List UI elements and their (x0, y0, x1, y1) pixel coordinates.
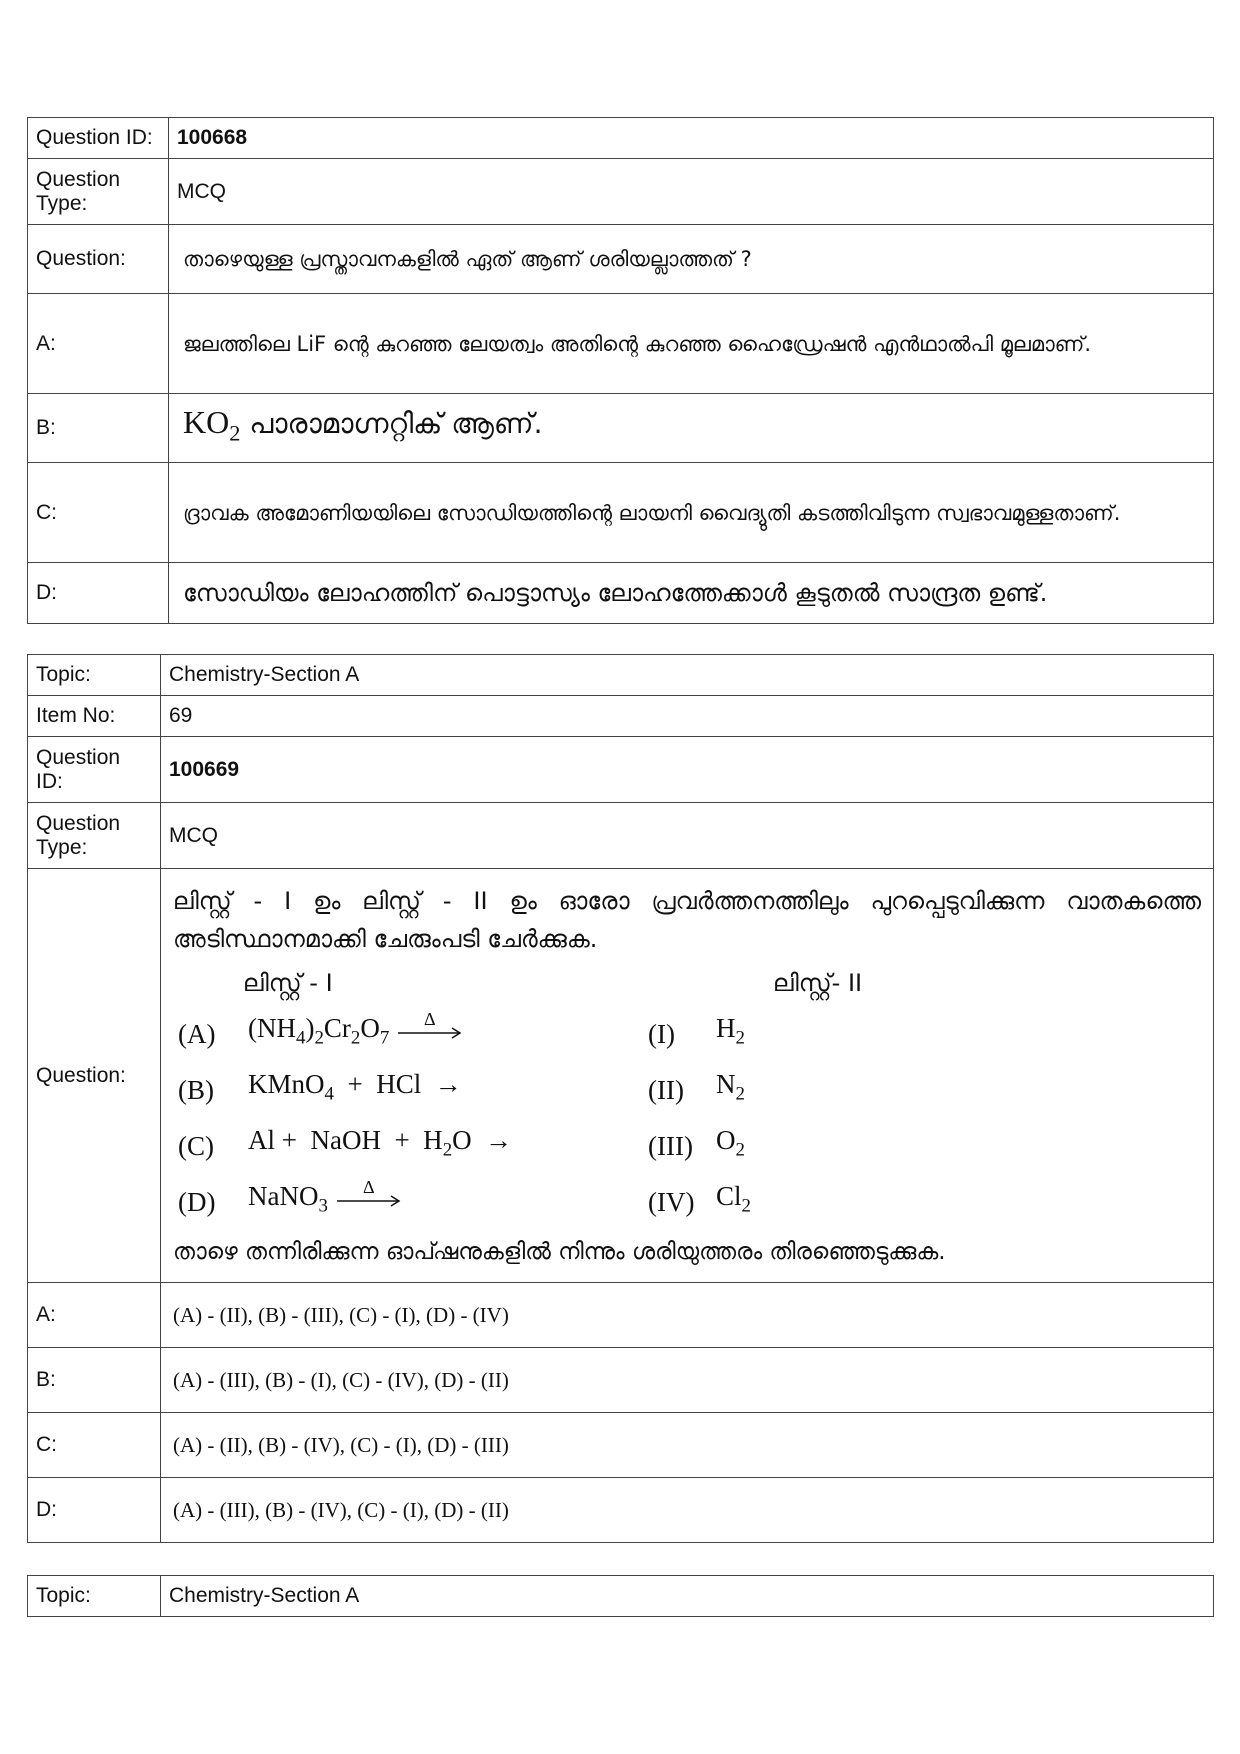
option-label-a: A: (28, 294, 169, 394)
topic-value: Chemistry-Section A (161, 1576, 1214, 1617)
question-type-label: Question Type: (28, 803, 161, 869)
option-label-c: C: (28, 463, 169, 563)
question-type-value: MCQ (169, 159, 1214, 225)
option-label-b: B: (28, 1348, 161, 1413)
delta-symbol: Δ (424, 1011, 436, 1030)
option-text-a: ജലത്തിലെ LiF ന്റെ കുറഞ്ഞ ലേയത്വം അതിന്റെ കുറഞ്ഞ ഹൈഡ്രേഷൻ എൻഥാൽപി മൂലമാണ്. (169, 294, 1214, 394)
row-label-c: (C) (178, 1130, 214, 1161)
row-label-b: (B) (178, 1074, 214, 1105)
product-i: $H_2$ (716, 1013, 745, 1049)
list-headers (173, 964, 1201, 1002)
topic-label: Topic: (28, 655, 161, 696)
option-text-b: $KO_2$ പാരാമാഗ്നറ്റിക് ആണ്. (169, 394, 1214, 463)
row-label-i: (I) (648, 1018, 675, 1049)
option-label-b: B: (28, 394, 169, 463)
formula-ko2: $KO_2$ (183, 404, 241, 446)
product-ii: $N_2$ (716, 1069, 745, 1105)
list1-header: ലിസ്റ്റ് - I (243, 968, 333, 997)
question-footer: താഴെ തന്നിരിക്കുന്ന ഓപ്ഷനുകളിൽ നിന്നും ശരിയുത്തരം തിരഞ്ഞെടുക്കുക. (173, 1238, 946, 1265)
row-label-d: (D) (178, 1186, 216, 1217)
question-text: താഴെയുള്ള പ്രസ്താവനകളിൽ ഏത് ആണ് ശരിയല്ലാത്തത് ? (169, 225, 1214, 294)
match-row-d (173, 1174, 1201, 1230)
option-text-b: (A) - (III), (B) - (I), (C) - (IV), (D) - (II) (161, 1348, 1214, 1413)
heat-arrow (335, 1179, 403, 1209)
match-row-c (173, 1118, 1201, 1174)
option-text-c: (A) - (II), (B) - (IV), (C) - (I), (D) - (III) (161, 1413, 1214, 1478)
match-row-b (173, 1062, 1201, 1118)
row-label-a: (A) (178, 1018, 216, 1049)
list2-header: ലിസ്റ്റ്- II (773, 968, 863, 997)
question-type-value: MCQ (161, 803, 1214, 869)
option-text-d: (A) - (III), (B) - (IV), (C) - (I), (D) - (II) (161, 1478, 1214, 1543)
product-iv: $Cl_2$ (716, 1181, 751, 1217)
question-id-value: 100669 (161, 737, 1214, 803)
row-label-iii: (III) (648, 1130, 693, 1161)
question-body (161, 869, 1214, 1283)
product-iii: $O_2$ (716, 1125, 745, 1161)
question-type-label: Question Type: (28, 159, 169, 225)
match-row-a (173, 1006, 1201, 1062)
option-label-d: D: (28, 1478, 161, 1543)
topic-label: Topic: (28, 1576, 161, 1617)
delta-symbol: Δ (362, 1179, 375, 1198)
topic-value: Chemistry-Section A (161, 655, 1214, 696)
question-id-value: 100668 (169, 118, 1214, 159)
option-label-c: C: (28, 1413, 161, 1478)
option-text-c: ദ്രാവക അമോണിയയിലെ സോഡിയത്തിന്റെ ലായനി വൈദ്യുതി കടത്തിവിടുന്ന സ്വഭാവമുള്ളതാണ്. (169, 463, 1214, 563)
option-label-a: A: (28, 1283, 161, 1348)
question-id-label: Question ID: (28, 737, 161, 803)
item-no-value: 69 (161, 696, 1214, 737)
question-id-label: Question ID: (28, 118, 169, 159)
reaction-d: NaNO$_3$ Δ (248, 1184, 648, 1218)
item-no-label: Item No: (28, 696, 161, 737)
row-label-ii: (II) (648, 1074, 684, 1105)
reaction-c: Al + NaOH + $H_2O$ → (248, 1125, 513, 1161)
option-label-d: D: (28, 563, 169, 624)
question-table-next (27, 1575, 1214, 1617)
question-intro: ലിസ്റ്റ് - I ഉം ലിസ്റ്റ് - II ഉം ഓരോ പ്രവർത്തനത്തിലും പുറപ്പെടുവിക്കുന്ന വാതകത്തെ അടിസ്ഥാനമാക്കി ചേരുംപടി ചേർക്കുക. (173, 886, 1201, 953)
question-label: Question: (28, 869, 161, 1283)
question-table-100668 (27, 117, 1214, 624)
question-table-100669 (27, 654, 1214, 1543)
question-label: Question: (28, 225, 169, 294)
reaction-a: $(NH_4)_2Cr_2O_7$ Δ (248, 1016, 648, 1050)
heat-arrow (396, 1011, 464, 1041)
option-text-d: സോഡിയം ലോഹത്തിന് പൊട്ടാസ്യം ലോഹത്തേക്കാൾ കൂടുതൽ സാന്ദ്രത ഉണ്ട്. (169, 563, 1214, 624)
option-text-a: (A) - (II), (B) - (III), (C) - (I), (D) - (IV) (161, 1283, 1214, 1348)
row-label-iv: (IV) (648, 1186, 695, 1217)
reaction-b: KMnO$_4$ + HCl → (248, 1069, 462, 1105)
